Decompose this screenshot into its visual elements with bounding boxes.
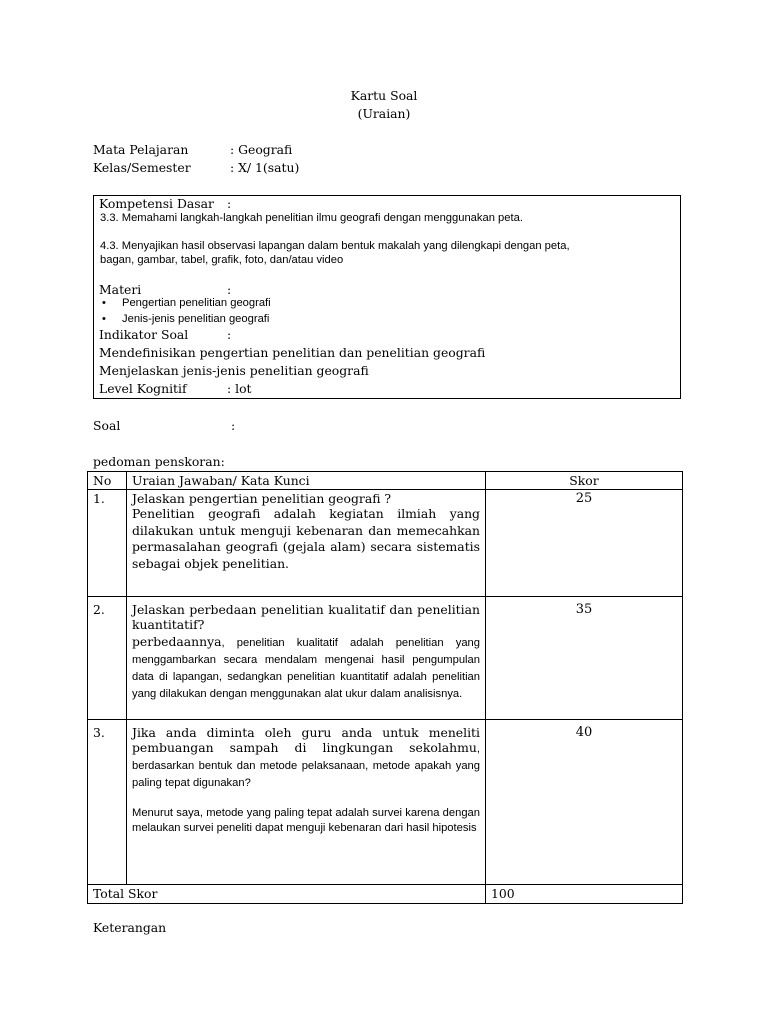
question-main: Jika anda diminta oleh guru anda untuk meneliti pembuangan sampah di lingkungan sekolahmu	[132, 725, 480, 755]
materi-colon: :	[227, 282, 232, 297]
kelas-value: : X/ 1(satu)	[230, 160, 300, 175]
row-skor: 40	[486, 720, 683, 885]
row-uraian	[127, 720, 486, 885]
materi-item-label: Pengertian penelitian geografi	[122, 297, 271, 309]
level-kognitif-label: Level Kognitif	[99, 381, 187, 396]
question-tail: , berdasarkan bentuk dan metode pelaksanaan, metode apakah yang paling tepat digunakan?	[132, 743, 480, 789]
row-uraian	[127, 597, 486, 720]
materi-item	[102, 313, 269, 325]
answer-lead: perbedaannya	[132, 634, 222, 649]
row-uraian	[127, 490, 486, 597]
answer-text	[132, 634, 480, 702]
soal-colon: :	[231, 418, 236, 433]
question-text: Jelaskan perbedaan penelitian kualitatif dan penelitian kuantitatif?	[132, 602, 480, 632]
row-no: 3.	[88, 720, 127, 885]
keterangan-label: Keterangan	[93, 920, 167, 935]
kd-label: Kompetensi Dasar	[99, 196, 214, 211]
table-total-row	[88, 885, 683, 904]
soal-label: Soal	[93, 418, 121, 433]
answer-text: Menurut saya, metode yang paling tepat adalah survei karena dengan melaukan survei peneliti dapat menguji kebenaran dari hasil hipotesis	[132, 807, 480, 834]
answer-text: Penelitian geografi adalah kegiatan ilmiah yang dilakukan untuk menguji kebenaran dan memecahkan permasalahan geografi (gejala alam) secara sistematis sebagai objek penelitian.	[132, 506, 480, 571]
row-skor: 25	[486, 490, 683, 597]
level-kognitif-value: : lot	[227, 381, 252, 396]
table-row	[88, 490, 683, 597]
header-skor: Skor	[486, 472, 683, 490]
table-row	[88, 720, 683, 885]
materi-item	[102, 297, 271, 309]
indikator-colon: :	[227, 327, 232, 342]
bullet-icon: •	[102, 313, 106, 325]
header-uraian: Uraian Jawaban/ Kata Kunci	[127, 472, 486, 490]
question-text	[132, 725, 480, 791]
kelas-label: Kelas/Semester	[93, 160, 191, 175]
pedoman-label: pedoman penskoran:	[93, 454, 225, 469]
mata-pelajaran-label: Mata Pelajaran	[93, 142, 189, 157]
page-subtitle: (Uraian)	[357, 106, 411, 121]
page-title: Kartu Soal	[350, 88, 418, 103]
materi-label: Materi	[99, 282, 142, 297]
materi-item-label: Jenis-jenis penelitian geografi	[122, 313, 270, 325]
row-no: 2.	[88, 597, 127, 720]
row-skor: 35	[486, 597, 683, 720]
scoring-table	[87, 471, 683, 904]
total-label: Total Skor	[88, 885, 486, 904]
mata-pelajaran-value: : Geografi	[230, 142, 293, 157]
row-no: 1.	[88, 490, 127, 597]
total-value: 100	[486, 885, 683, 904]
question-text: Jelaskan pengertian penelitian geografi ?	[132, 491, 392, 506]
header-no: No	[88, 472, 127, 490]
indikator-item-2: Menjelaskan jenis-jenis penelitian geografi	[99, 363, 369, 378]
kd-item-1: 3.3. Memahami langkah-langkah penelitian ilmu geografi dengan menggunakan peta.	[100, 212, 523, 224]
kd-item-2-line-1: 4.3. Menyajikan hasil observasi lapangan dalam bentuk makalah yang dilengkapi dengan peta,	[100, 240, 570, 252]
indikator-item-1: Mendefinisikan pengertian penelitian dan penelitian geografi	[99, 345, 486, 360]
kd-item-2-line-2: bagan, gambar, tabel, grafik, foto, dan/atau video	[100, 254, 344, 266]
bullet-icon: •	[102, 297, 106, 309]
kd-colon: :	[227, 196, 232, 211]
answer-body: , penelitian kualitatif adalah penelitian yang menggambarkan secara mendalam mengenai hasil pengumpulan data di lapangan, sedangkan penelitian kuantitatif adalah penelitian yang dilakukan dengan menggunakan alat ukur dalam analisisnya.	[132, 637, 480, 700]
table-row	[88, 597, 683, 720]
table-header-row	[88, 472, 683, 490]
indikator-label: Indikator Soal	[99, 327, 189, 342]
